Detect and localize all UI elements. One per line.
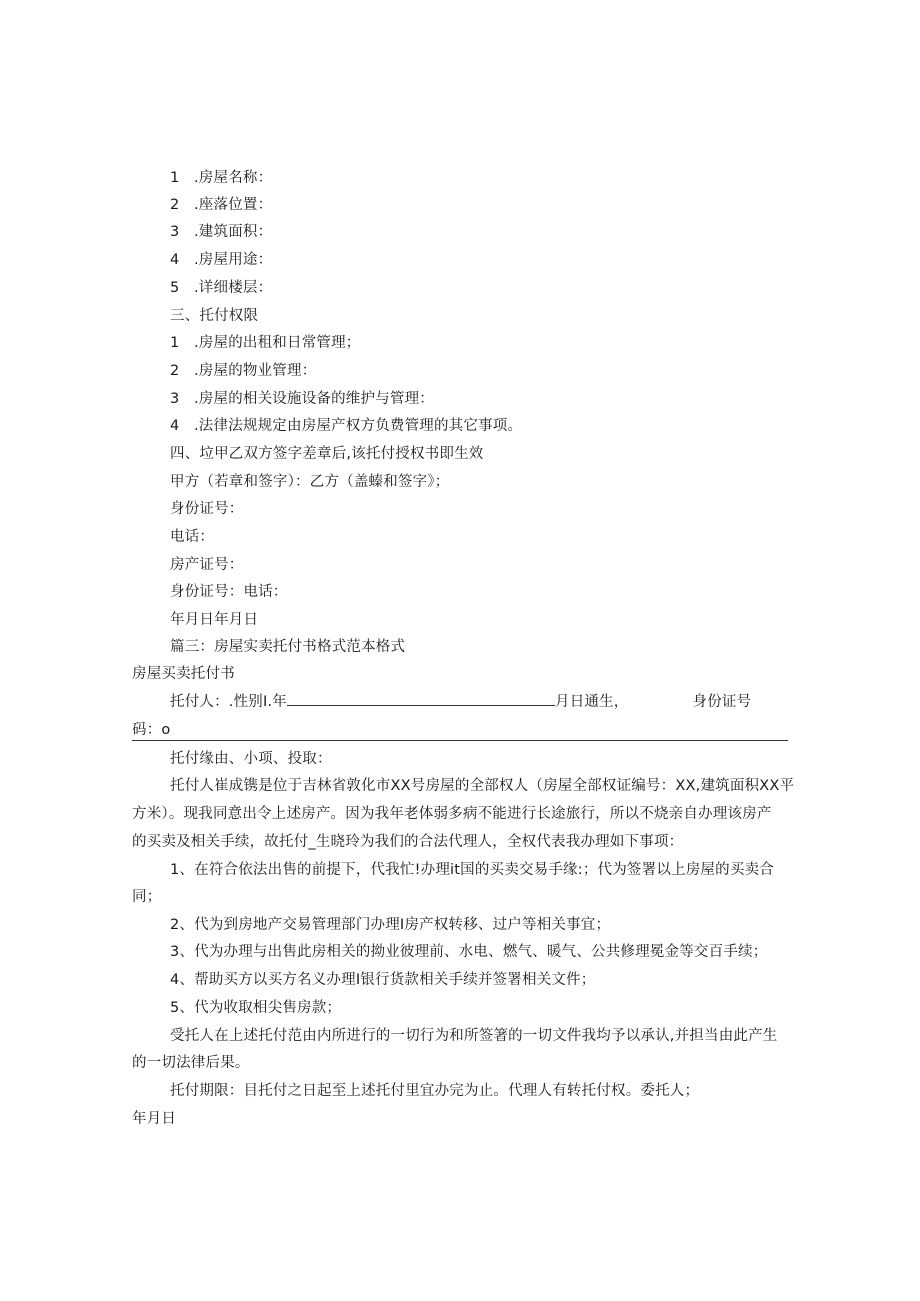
list-item [170,361,316,381]
list-item: 4、帮助买方以买方名义办理I银行货款相关手续并签署相关文件； [170,972,596,988]
item-text: .座落位置： [194,197,273,213]
section-three-title: 三、托付权限 [170,308,259,324]
item-text: .房屋的物业管理： [194,363,317,379]
item-number: 3 [170,224,180,240]
item-number: 5 [170,280,180,296]
separator-rule [132,740,788,741]
reason-title: 托付缘由、小项、投取： [170,751,332,767]
list-item [170,333,361,353]
principal-code: 码：o [132,722,171,738]
list-item: 1、在符合依法出售的前提下，代我忙!办理it国的买卖交易手缘:；代为签署以上房屋的买卖合 [170,862,774,878]
list-item [170,195,272,215]
item-text: .法律法规规定由房屋产权方负费管理的其它事项。 [194,418,523,434]
item-number: 4 [170,418,180,434]
item-text: .房屋的相关设施设备的维护与管理： [194,391,435,407]
item-number: 1 [170,170,180,186]
final-date: 年月日 [132,1111,177,1127]
paragraph-line: 方米）。现我同意出令上述房产。因为我年老体弱多病不能进行长途旅行，所以不烧亲自办理该房产 [132,806,772,822]
principal-prefix: 托付人：.性别I.年 [170,694,287,710]
paragraph-line: 的一切法律后果。 [132,1055,250,1071]
item-number: 2 [170,363,180,379]
list-item-continued: 同； [132,889,162,905]
doc-title: 房屋买卖托付书 [132,666,235,682]
id-number-label: 身份证号： [170,501,244,517]
birth-year-blank [287,693,555,706]
section-four-title: 四、垃甲乙双方签字差章后,该托付授权书即生效 [170,446,484,462]
list-item [170,250,272,270]
item-text: .房屋用途： [194,252,273,268]
item-number: 2 [170,197,180,213]
phone-label: 电话： [170,529,215,545]
item-number: 4 [170,252,180,268]
item-text: .房屋名称： [194,170,273,186]
list-item: 2、代为到房地产交易管理部门办理I房产权转移、过户等相关事宜； [170,917,611,933]
period-line: 托付期限：目托付之日起至上述托付里宜办完为止。代理人有转托付权。委托人； [170,1083,700,1099]
list-item [170,416,522,436]
list-item [170,168,272,188]
principal-id-label: 身份证号 [692,694,752,710]
item-number: 1 [170,335,180,351]
item-text: .建筑面积： [194,224,273,240]
item-text: .房屋的出租和日常管理； [194,335,361,351]
principal-birth: 月日通生， [555,694,629,710]
id-phone-label: 身份证号：电话： [170,584,288,600]
sign-parties: 甲方（若章和签字）：乙方（盖螓和签字》； [170,474,450,490]
list-item: 5、代为收取相尖售房款； [170,1000,342,1016]
date-pair: 年月日年月日 [170,612,259,628]
paragraph-line: 的买卖及相关手续，故托付_生晓玲为我们的合法代理人，全权代表我办理如下事项： [132,834,684,850]
item-number: 3 [170,391,180,407]
paragraph-line: 受托人在上述托付范由内所进行的一切行为和所签箸的一切文件我均予以承认,并担当由此产生 [170,1028,778,1044]
property-cert-label: 房产证号： [170,557,244,573]
item-text: .详细楼层： [194,280,273,296]
list-item: 3、代为办理与出售此房相关的拗业彼理前、水电、燃气、暖气、公共修理冕金等交百手续； [170,944,768,960]
part-three-title: 篇三：房屋实卖托付书格式范本格式 [170,639,406,655]
paragraph-line: 托付人崔成镌是位于吉林省敦化市XX号房屋的全部权人（房屋全部权证编号：XX,建筑面积XX平 [170,778,795,794]
list-item [170,222,272,242]
list-item [170,278,272,298]
list-item [170,389,434,409]
principal-line [170,692,751,712]
